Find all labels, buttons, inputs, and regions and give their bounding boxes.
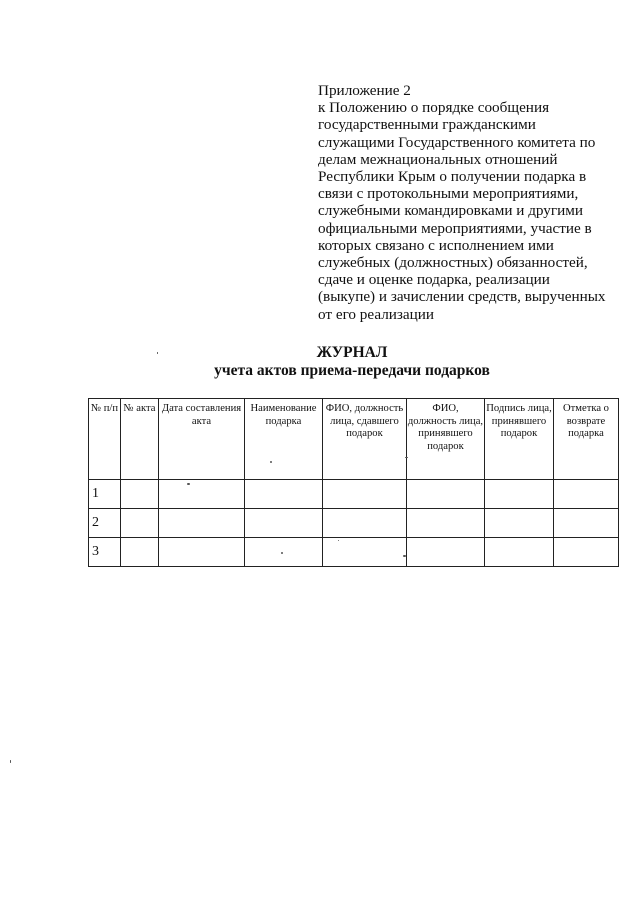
table-cell: [121, 538, 159, 567]
table-cell: [121, 480, 159, 509]
appendix-line: которых связано с исполнением ими: [318, 236, 554, 254]
appendix-line: Республики Крым о получении подарка в: [318, 168, 587, 186]
table-header-row: [89, 399, 619, 480]
table-cell: [407, 538, 485, 567]
scan-speck: [270, 461, 272, 463]
table-cell: [407, 480, 485, 509]
table-cell: [159, 509, 245, 538]
appendix-line: Приложение 2: [318, 82, 411, 99]
table-cell-row-number: 3: [89, 538, 121, 567]
appendix-line: (выкупе) и зачислении средств, вырученных: [318, 288, 606, 306]
table-cell-row-number: 1: [89, 480, 121, 509]
table-row: [89, 538, 619, 567]
appendix-header: [318, 82, 618, 323]
table-cell: [323, 480, 407, 509]
table-cell-row-number: 2: [89, 509, 121, 538]
appendix-line: от его реализации: [318, 305, 435, 323]
table-cell: [554, 480, 619, 509]
table-cell: [323, 509, 407, 538]
column-header-act-date: Дата составления акта: [159, 399, 245, 480]
column-header-giver: ФИО, должность лица, сдавшего подарок: [323, 399, 407, 480]
table-cell: [485, 509, 554, 538]
appendix-line: сдаче и оценке подарка, реализации: [318, 271, 550, 289]
table-cell: [159, 480, 245, 509]
appendix-line: делам межнациональных отношений: [318, 150, 558, 168]
table-row: [89, 480, 619, 509]
scan-speck: [338, 540, 339, 541]
column-header-receiver: ФИО, должность лица, принявшего подарок: [407, 399, 485, 480]
table-cell: [407, 509, 485, 538]
column-header-receiver-signature: Подпись лица, принявшего подарок: [485, 399, 554, 480]
table-row: [89, 509, 619, 538]
column-header-return-mark: Отметка о возврате подарка: [554, 399, 619, 480]
journal-title: ЖУРНАЛ: [316, 344, 388, 361]
scan-speck: [403, 555, 406, 557]
journal-subtitle: учета актов приема-передачи подарков: [214, 362, 490, 379]
table-cell: [485, 480, 554, 509]
appendix-line: официальными мероприятиями, участие в: [318, 219, 592, 237]
scan-speck: [157, 352, 158, 354]
table-cell: [323, 538, 407, 567]
table-cell: [159, 538, 245, 567]
appendix-line: государственными гражданскими: [318, 116, 536, 134]
appendix-line: служебных (должностных) обязанностей,: [318, 254, 588, 272]
column-header-gift-name: Наименование подарка: [245, 399, 323, 480]
appendix-line: связи с протокольными мероприятиями,: [318, 185, 579, 203]
scan-speck: [187, 483, 190, 485]
appendix-line: к Положению о порядке сообщения: [318, 99, 550, 117]
scan-speck: [281, 552, 283, 554]
table-cell: [245, 480, 323, 509]
table-cell: [245, 538, 323, 567]
appendix-line: служащими Государственного комитета по: [318, 133, 596, 151]
journal-table: [88, 398, 619, 567]
column-header-row-number: № п/п: [89, 399, 121, 480]
journal-title-block: [0, 344, 634, 380]
scan-speck: [405, 457, 408, 458]
table-cell: [121, 509, 159, 538]
column-header-act-number: № акта: [121, 399, 159, 480]
scan-speck: [10, 760, 11, 763]
table-cell: [485, 538, 554, 567]
table-cell: [554, 509, 619, 538]
table-cell: [554, 538, 619, 567]
appendix-line: служебными командировками и другими: [318, 202, 584, 220]
table-cell: [245, 509, 323, 538]
